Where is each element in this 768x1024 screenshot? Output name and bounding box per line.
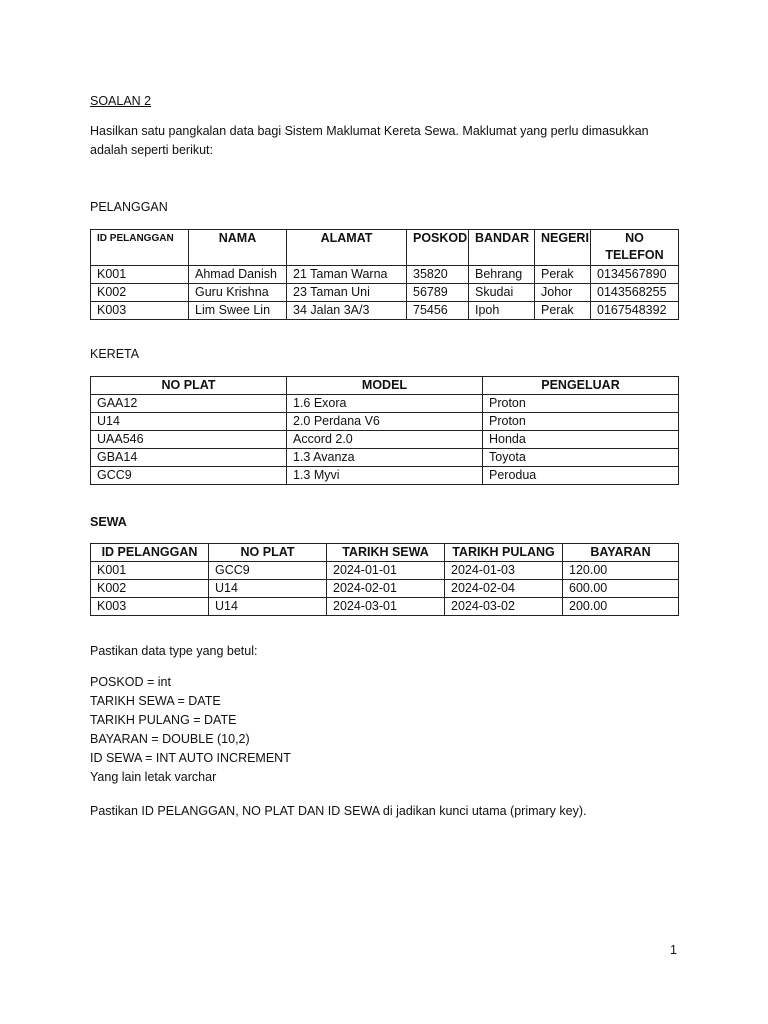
column-header: NO PLAT bbox=[209, 544, 327, 562]
table-cell: Perodua bbox=[483, 467, 679, 485]
table-row bbox=[91, 284, 679, 302]
table-cell: Guru Krishna bbox=[189, 284, 287, 302]
pelanggan-label: PELANGGAN bbox=[90, 200, 168, 214]
rule-line: Yang lain letak varchar bbox=[90, 770, 217, 784]
table-cell: 2024-03-02 bbox=[445, 598, 563, 616]
column-header: TARIKH PULANG bbox=[445, 544, 563, 562]
table-cell: Proton bbox=[483, 395, 679, 413]
sewa-table bbox=[90, 543, 679, 616]
table-cell: 600.00 bbox=[563, 580, 679, 598]
rules-list bbox=[90, 673, 291, 787]
table-cell: 0167548392 bbox=[591, 302, 679, 320]
table-cell: 2024-01-03 bbox=[445, 562, 563, 580]
table-cell: Johor bbox=[535, 284, 591, 302]
intro-paragraph: Hasilkan satu pangkalan data bagi Sistem Maklumat Kereta Sewa. Maklumat yang perlu dimasukkan adalah seperti berikut: bbox=[90, 124, 649, 157]
column-header: NO TELEFON bbox=[591, 230, 679, 266]
table-cell: 1.3 Myvi bbox=[287, 467, 483, 485]
table-cell: U14 bbox=[209, 598, 327, 616]
table-cell: K003 bbox=[91, 598, 209, 616]
table-cell: K001 bbox=[91, 562, 209, 580]
rule-line: TARIKH PULANG = DATE bbox=[90, 713, 237, 727]
table-row bbox=[91, 580, 679, 598]
table-cell: 1.3 Avanza bbox=[287, 449, 483, 467]
table-cell: K001 bbox=[91, 266, 189, 284]
pelanggan-table bbox=[90, 229, 679, 320]
column-header: BAYARAN bbox=[563, 544, 679, 562]
table-cell: Perak bbox=[535, 266, 591, 284]
table-cell: Accord 2.0 bbox=[287, 431, 483, 449]
table-cell: 200.00 bbox=[563, 598, 679, 616]
table-cell: GBA14 bbox=[91, 449, 287, 467]
page-number: 1 bbox=[670, 943, 677, 957]
column-header: PENGELUAR bbox=[483, 377, 679, 395]
notes-heading: Pastikan data type yang betul: bbox=[90, 644, 258, 658]
table-cell: K002 bbox=[91, 580, 209, 598]
table-row bbox=[91, 413, 679, 431]
table-cell: 34 Jalan 3A/3 bbox=[287, 302, 407, 320]
table-cell: 0143568255 bbox=[591, 284, 679, 302]
kereta-label: KERETA bbox=[90, 347, 140, 361]
column-header: NO PLAT bbox=[91, 377, 287, 395]
table-row bbox=[91, 266, 679, 284]
table-cell: UAA546 bbox=[91, 431, 287, 449]
table-cell: Behrang bbox=[469, 266, 535, 284]
column-header: ALAMAT bbox=[287, 230, 407, 266]
table-header-row bbox=[91, 377, 679, 395]
column-header: ID PELANGGAN bbox=[91, 544, 209, 562]
column-header: BANDAR bbox=[469, 230, 535, 266]
table-cell: Lim Swee Lin bbox=[189, 302, 287, 320]
table-cell: 2024-01-01 bbox=[327, 562, 445, 580]
question-title: SOALAN 2 bbox=[90, 94, 152, 108]
table-cell: 120.00 bbox=[563, 562, 679, 580]
table-header-row bbox=[91, 544, 679, 562]
rule-line: POSKOD = int bbox=[90, 675, 171, 689]
table-cell: 2.0 Perdana V6 bbox=[287, 413, 483, 431]
table-cell: 75456 bbox=[407, 302, 469, 320]
column-header: NAMA bbox=[189, 230, 287, 266]
table-cell: 21 Taman Warna bbox=[287, 266, 407, 284]
table-cell: 1.6 Exora bbox=[287, 395, 483, 413]
table-cell: Ipoh bbox=[469, 302, 535, 320]
table-row bbox=[91, 562, 679, 580]
table-cell: 2024-02-04 bbox=[445, 580, 563, 598]
table-cell: K003 bbox=[91, 302, 189, 320]
rule-line: TARIKH SEWA = DATE bbox=[90, 694, 221, 708]
table-cell: 0134567890 bbox=[591, 266, 679, 284]
rule-line: BAYARAN = DOUBLE (10,2) bbox=[90, 732, 250, 746]
table-cell: 2024-02-01 bbox=[327, 580, 445, 598]
table-cell: Ahmad Danish bbox=[189, 266, 287, 284]
table-cell: K002 bbox=[91, 284, 189, 302]
kereta-table bbox=[90, 376, 679, 485]
table-cell: GCC9 bbox=[209, 562, 327, 580]
table-cell: 56789 bbox=[407, 284, 469, 302]
rule-line: ID SEWA = INT AUTO INCREMENT bbox=[90, 751, 291, 765]
table-row bbox=[91, 467, 679, 485]
table-row bbox=[91, 449, 679, 467]
table-row bbox=[91, 302, 679, 320]
document-page bbox=[90, 0, 680, 1024]
table-cell: GAA12 bbox=[91, 395, 287, 413]
column-header: POSKOD bbox=[407, 230, 469, 266]
table-cell: U14 bbox=[209, 580, 327, 598]
sewa-label: SEWA bbox=[90, 515, 127, 529]
table-cell: Proton bbox=[483, 413, 679, 431]
table-cell: 35820 bbox=[407, 266, 469, 284]
table-cell: Honda bbox=[483, 431, 679, 449]
table-cell: U14 bbox=[91, 413, 287, 431]
table-row bbox=[91, 395, 679, 413]
table-cell: 23 Taman Uni bbox=[287, 284, 407, 302]
column-header: TARIKH SEWA bbox=[327, 544, 445, 562]
table-row bbox=[91, 431, 679, 449]
closing-note: Pastikan ID PELANGGAN, NO PLAT DAN ID SEWA di jadikan kunci utama (primary key). bbox=[90, 804, 587, 818]
table-cell: Skudai bbox=[469, 284, 535, 302]
table-cell: Perak bbox=[535, 302, 591, 320]
table-cell: GCC9 bbox=[91, 467, 287, 485]
table-header-row bbox=[91, 230, 679, 266]
table-cell: Toyota bbox=[483, 449, 679, 467]
table-row bbox=[91, 598, 679, 616]
column-header: ID PELANGGAN bbox=[91, 230, 189, 266]
column-header: MODEL bbox=[287, 377, 483, 395]
column-header: NEGERI bbox=[535, 230, 591, 266]
table-cell: 2024-03-01 bbox=[327, 598, 445, 616]
